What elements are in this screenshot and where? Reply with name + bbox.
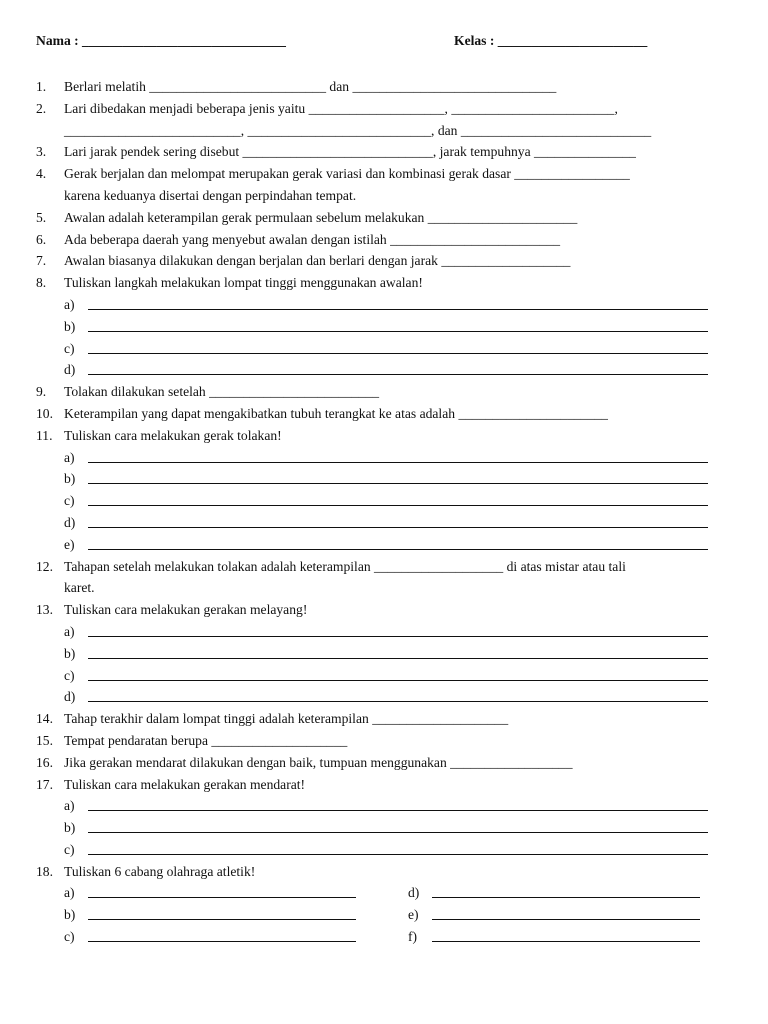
answer-line-item bbox=[36, 621, 716, 643]
question-item bbox=[36, 250, 716, 272]
question-number: 15. bbox=[36, 732, 53, 748]
answer-blank-line[interactable] bbox=[432, 897, 700, 898]
question-number: 8. bbox=[36, 275, 47, 291]
answer-blank-line[interactable] bbox=[88, 854, 708, 855]
answers-right-column bbox=[380, 882, 700, 947]
nama-field-label: Nama : ______________________________ bbox=[36, 33, 286, 48]
answer-line-item bbox=[36, 534, 716, 556]
answer-blank-line[interactable] bbox=[88, 919, 356, 920]
question-text: Tuliskan 6 cabang olahraga atletik! bbox=[64, 863, 256, 879]
question-item bbox=[36, 708, 716, 730]
question-text: Keterampilan yang dapat mengakibatkan tubuh terangkat ke atas adalah ______________________ bbox=[64, 405, 608, 421]
answer-line-item bbox=[36, 359, 716, 381]
question-item bbox=[36, 425, 716, 447]
answer-line-item bbox=[36, 490, 716, 512]
answer-letter: d) bbox=[408, 885, 420, 901]
answer-letter: a) bbox=[64, 296, 75, 312]
question-item bbox=[36, 861, 716, 883]
question-text: Tuliskan cara melakukan gerak tolakan! bbox=[64, 427, 282, 443]
answer-letter: c) bbox=[64, 493, 75, 509]
answer-line-item bbox=[36, 468, 716, 490]
two-column-answers bbox=[36, 882, 716, 947]
answer-letter: d) bbox=[64, 362, 76, 378]
answer-letter: e) bbox=[64, 536, 75, 552]
question-item bbox=[36, 774, 716, 796]
question-number: 6. bbox=[36, 231, 47, 247]
question-text: Tuliskan langkah melakukan lompat tinggi menggunakan awalan! bbox=[64, 275, 423, 291]
answer-blank-line[interactable] bbox=[432, 919, 700, 920]
answer-line-item bbox=[36, 926, 356, 948]
answer-blank-line[interactable] bbox=[88, 353, 708, 354]
answer-line-item bbox=[36, 686, 716, 708]
answer-blank-line[interactable] bbox=[88, 658, 708, 659]
question-number: 11. bbox=[36, 427, 53, 443]
answer-letter: c) bbox=[64, 340, 75, 356]
answers-left-column bbox=[36, 882, 356, 947]
answer-line-item bbox=[36, 338, 716, 360]
question-text: Lari jarak pendek sering disebut ____________________________, jarak tempuhnya _______________ bbox=[64, 144, 636, 160]
answer-letter: a) bbox=[64, 623, 75, 639]
question-number: 4. bbox=[36, 166, 47, 182]
answer-line-item bbox=[36, 839, 716, 861]
answer-line-item bbox=[36, 294, 716, 316]
answer-letter: a) bbox=[64, 449, 75, 465]
answer-line-item bbox=[36, 904, 356, 926]
question-text: Tuliskan cara melakukan gerakan melayang! bbox=[64, 602, 308, 618]
question-text: Tempat pendaratan berupa ____________________ bbox=[64, 732, 348, 748]
answer-blank-line[interactable] bbox=[88, 483, 708, 484]
question-number: 18. bbox=[36, 863, 53, 879]
answer-letter: b) bbox=[64, 907, 76, 923]
question-item bbox=[36, 141, 716, 163]
question-list bbox=[36, 76, 716, 948]
question-number: 17. bbox=[36, 776, 53, 792]
question-item bbox=[36, 207, 716, 229]
answer-line-item bbox=[36, 795, 716, 817]
answer-letter: d) bbox=[64, 514, 76, 530]
answer-line-item bbox=[36, 817, 716, 839]
answer-blank-line[interactable] bbox=[88, 680, 708, 681]
question-text: Berlari melatih __________________________ dan ______________________________ bbox=[64, 79, 557, 94]
answer-letter: b) bbox=[64, 645, 76, 661]
question-number: 1. bbox=[36, 79, 47, 94]
answer-line-item bbox=[380, 904, 700, 926]
answer-blank-line[interactable] bbox=[88, 309, 708, 310]
question-text: Gerak berjalan dan melompat merupakan gerak variasi dan kombinasi gerak dasar _________________ karena keduanya disertai dengan perpindahan tempat. bbox=[64, 166, 630, 203]
question-number: 16. bbox=[36, 754, 53, 770]
answer-blank-line[interactable] bbox=[432, 941, 700, 942]
question-text: Awalan adalah keterampilan gerak permulaan sebelum melakukan ______________________ bbox=[64, 209, 578, 225]
question-item bbox=[36, 98, 716, 142]
answer-blank-line[interactable] bbox=[88, 374, 708, 375]
question-number: 13. bbox=[36, 602, 53, 618]
question-item bbox=[36, 272, 716, 294]
answer-blank-line[interactable] bbox=[88, 832, 708, 833]
question-item bbox=[36, 163, 716, 207]
kelas-field-label: Kelas : ______________________ bbox=[454, 33, 648, 48]
answer-line-item bbox=[36, 643, 716, 665]
question-item bbox=[36, 752, 716, 774]
question-number: 3. bbox=[36, 144, 47, 160]
question-text: Jika gerakan mendarat dilakukan dengan baik, tumpuan menggunakan __________________ bbox=[64, 754, 573, 770]
question-item bbox=[36, 76, 716, 98]
question-text: Tahapan setelah melakukan tolakan adalah keterampilan ___________________ di atas mistar atau tali karet. bbox=[64, 558, 626, 596]
answer-letter: b) bbox=[64, 471, 76, 487]
answer-letter: c) bbox=[64, 667, 75, 683]
answer-blank-line[interactable] bbox=[88, 505, 708, 506]
question-text: Awalan biasanya dilakukan dengan berjalan dan berlari dengan jarak ___________________ bbox=[64, 253, 571, 269]
answer-letter: a) bbox=[64, 798, 75, 814]
question-text: Ada beberapa daerah yang menyebut awalan dengan istilah _________________________ bbox=[64, 231, 561, 247]
answer-blank-line[interactable] bbox=[88, 701, 708, 702]
question-item bbox=[36, 229, 716, 251]
question-number: 14. bbox=[36, 711, 53, 727]
answer-line-item bbox=[36, 447, 716, 469]
answer-letter: d) bbox=[64, 689, 76, 705]
answer-line-item bbox=[36, 882, 356, 904]
question-item bbox=[36, 730, 716, 752]
question-number: 5. bbox=[36, 209, 47, 225]
answer-blank-line[interactable] bbox=[88, 810, 708, 811]
answer-letter: f) bbox=[408, 929, 418, 945]
question-item bbox=[36, 556, 716, 600]
question-number: 2. bbox=[36, 100, 47, 116]
question-number: 12. bbox=[36, 558, 53, 574]
answer-letter: c) bbox=[64, 929, 75, 945]
answer-blank-line[interactable] bbox=[88, 897, 356, 898]
question-number: 7. bbox=[36, 253, 47, 269]
question-text: Lari dibedakan menjadi beberapa jenis yaitu ____________________, ________________________, __________________________, ___________________________, dan ____________________________ bbox=[64, 100, 652, 138]
answer-letter: b) bbox=[64, 820, 76, 836]
answer-line-item bbox=[380, 882, 700, 904]
answer-blank-line[interactable] bbox=[88, 636, 708, 637]
question-item bbox=[36, 599, 716, 621]
answer-line-item bbox=[36, 512, 716, 534]
answer-letter: b) bbox=[64, 318, 76, 334]
answer-blank-line[interactable] bbox=[88, 941, 356, 942]
answer-letter: a) bbox=[64, 885, 75, 901]
question-item bbox=[36, 381, 716, 403]
answer-letter: c) bbox=[64, 841, 75, 857]
answer-letter: e) bbox=[408, 907, 419, 923]
worksheet-header bbox=[36, 33, 732, 53]
answer-line-item bbox=[380, 926, 700, 948]
question-text: Tolakan dilakukan setelah _________________________ bbox=[64, 384, 380, 400]
question-text: Tuliskan cara melakukan gerakan mendarat! bbox=[64, 776, 306, 792]
answer-blank-line[interactable] bbox=[88, 549, 708, 550]
answer-blank-line[interactable] bbox=[88, 462, 708, 463]
question-number: 10. bbox=[36, 405, 53, 421]
answer-blank-line[interactable] bbox=[88, 331, 708, 332]
question-item bbox=[36, 403, 716, 425]
answer-line-item bbox=[36, 665, 716, 687]
answer-blank-line[interactable] bbox=[88, 527, 708, 528]
question-text: Tahap terakhir dalam lompat tinggi adalah keterampilan ____________________ bbox=[64, 711, 509, 727]
question-number: 9. bbox=[36, 384, 47, 400]
answer-line-item bbox=[36, 316, 716, 338]
